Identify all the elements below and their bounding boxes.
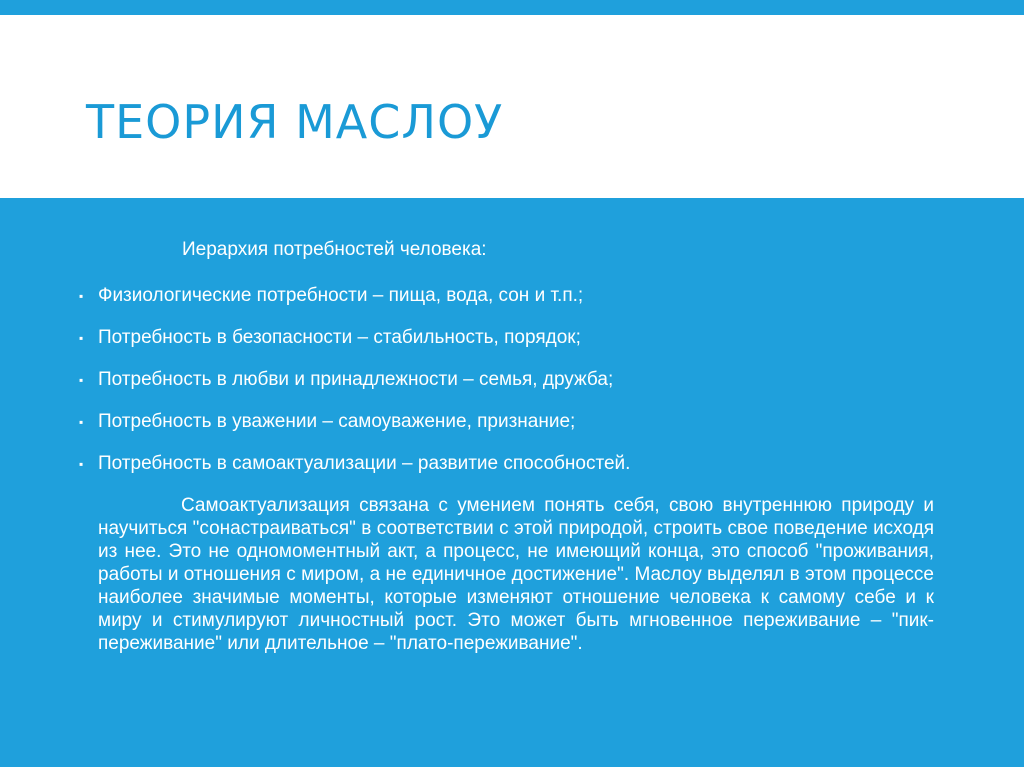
- list-item-text: Физиологические потребности – пища, вода, сон и т.п.;: [98, 285, 584, 306]
- bullet-icon: ▪: [79, 373, 84, 387]
- list-item: [78, 326, 938, 350]
- list-item-text: Потребность в уважении – самоуважение, признание;: [98, 411, 576, 432]
- intro-text: Иерархия потребностей человека:: [182, 239, 487, 260]
- list-item: [78, 368, 938, 392]
- self-actualization-paragraph: Самоактуализация связана с умением понять себя, свою внутреннюю природу и научиться "сонастраиваться" в соответствии с этой природой, строить свое поведение исходя из нее. Это не одномоментный акт, а процесс, не имеющий конца, это способ "проживания, работы и отношения с миром, а не единичное достижение". Маслоу выделял в этом процессе наиболее значимые моменты, которые изменяют отношение человека к самому себе и к миру и стимулируют личностный рост. Это может быть мгновенное переживание – "пик-переживание" или длительное – "плато-переживание".: [98, 495, 934, 654]
- list-item: [78, 452, 938, 476]
- bullet-icon: ▪: [79, 331, 84, 345]
- list-item: [78, 284, 938, 308]
- slide-content: [78, 238, 938, 655]
- bullet-icon: ▪: [79, 457, 84, 471]
- header-panel: [0, 15, 1024, 198]
- list-item-text: Потребность в любви и принадлежности – семья, дружба;: [98, 369, 614, 390]
- list-item: [78, 410, 938, 434]
- needs-list: [78, 284, 938, 476]
- bullet-icon: ▪: [79, 289, 84, 303]
- list-item-text: Потребность в безопасности – стабильность, порядок;: [98, 327, 581, 348]
- list-item-text: Потребность в самоактуализации – развитие способностей.: [98, 453, 631, 474]
- bullet-icon: ▪: [79, 415, 84, 429]
- slide-title: ТЕОРИЯ МАСЛОУ: [86, 95, 504, 149]
